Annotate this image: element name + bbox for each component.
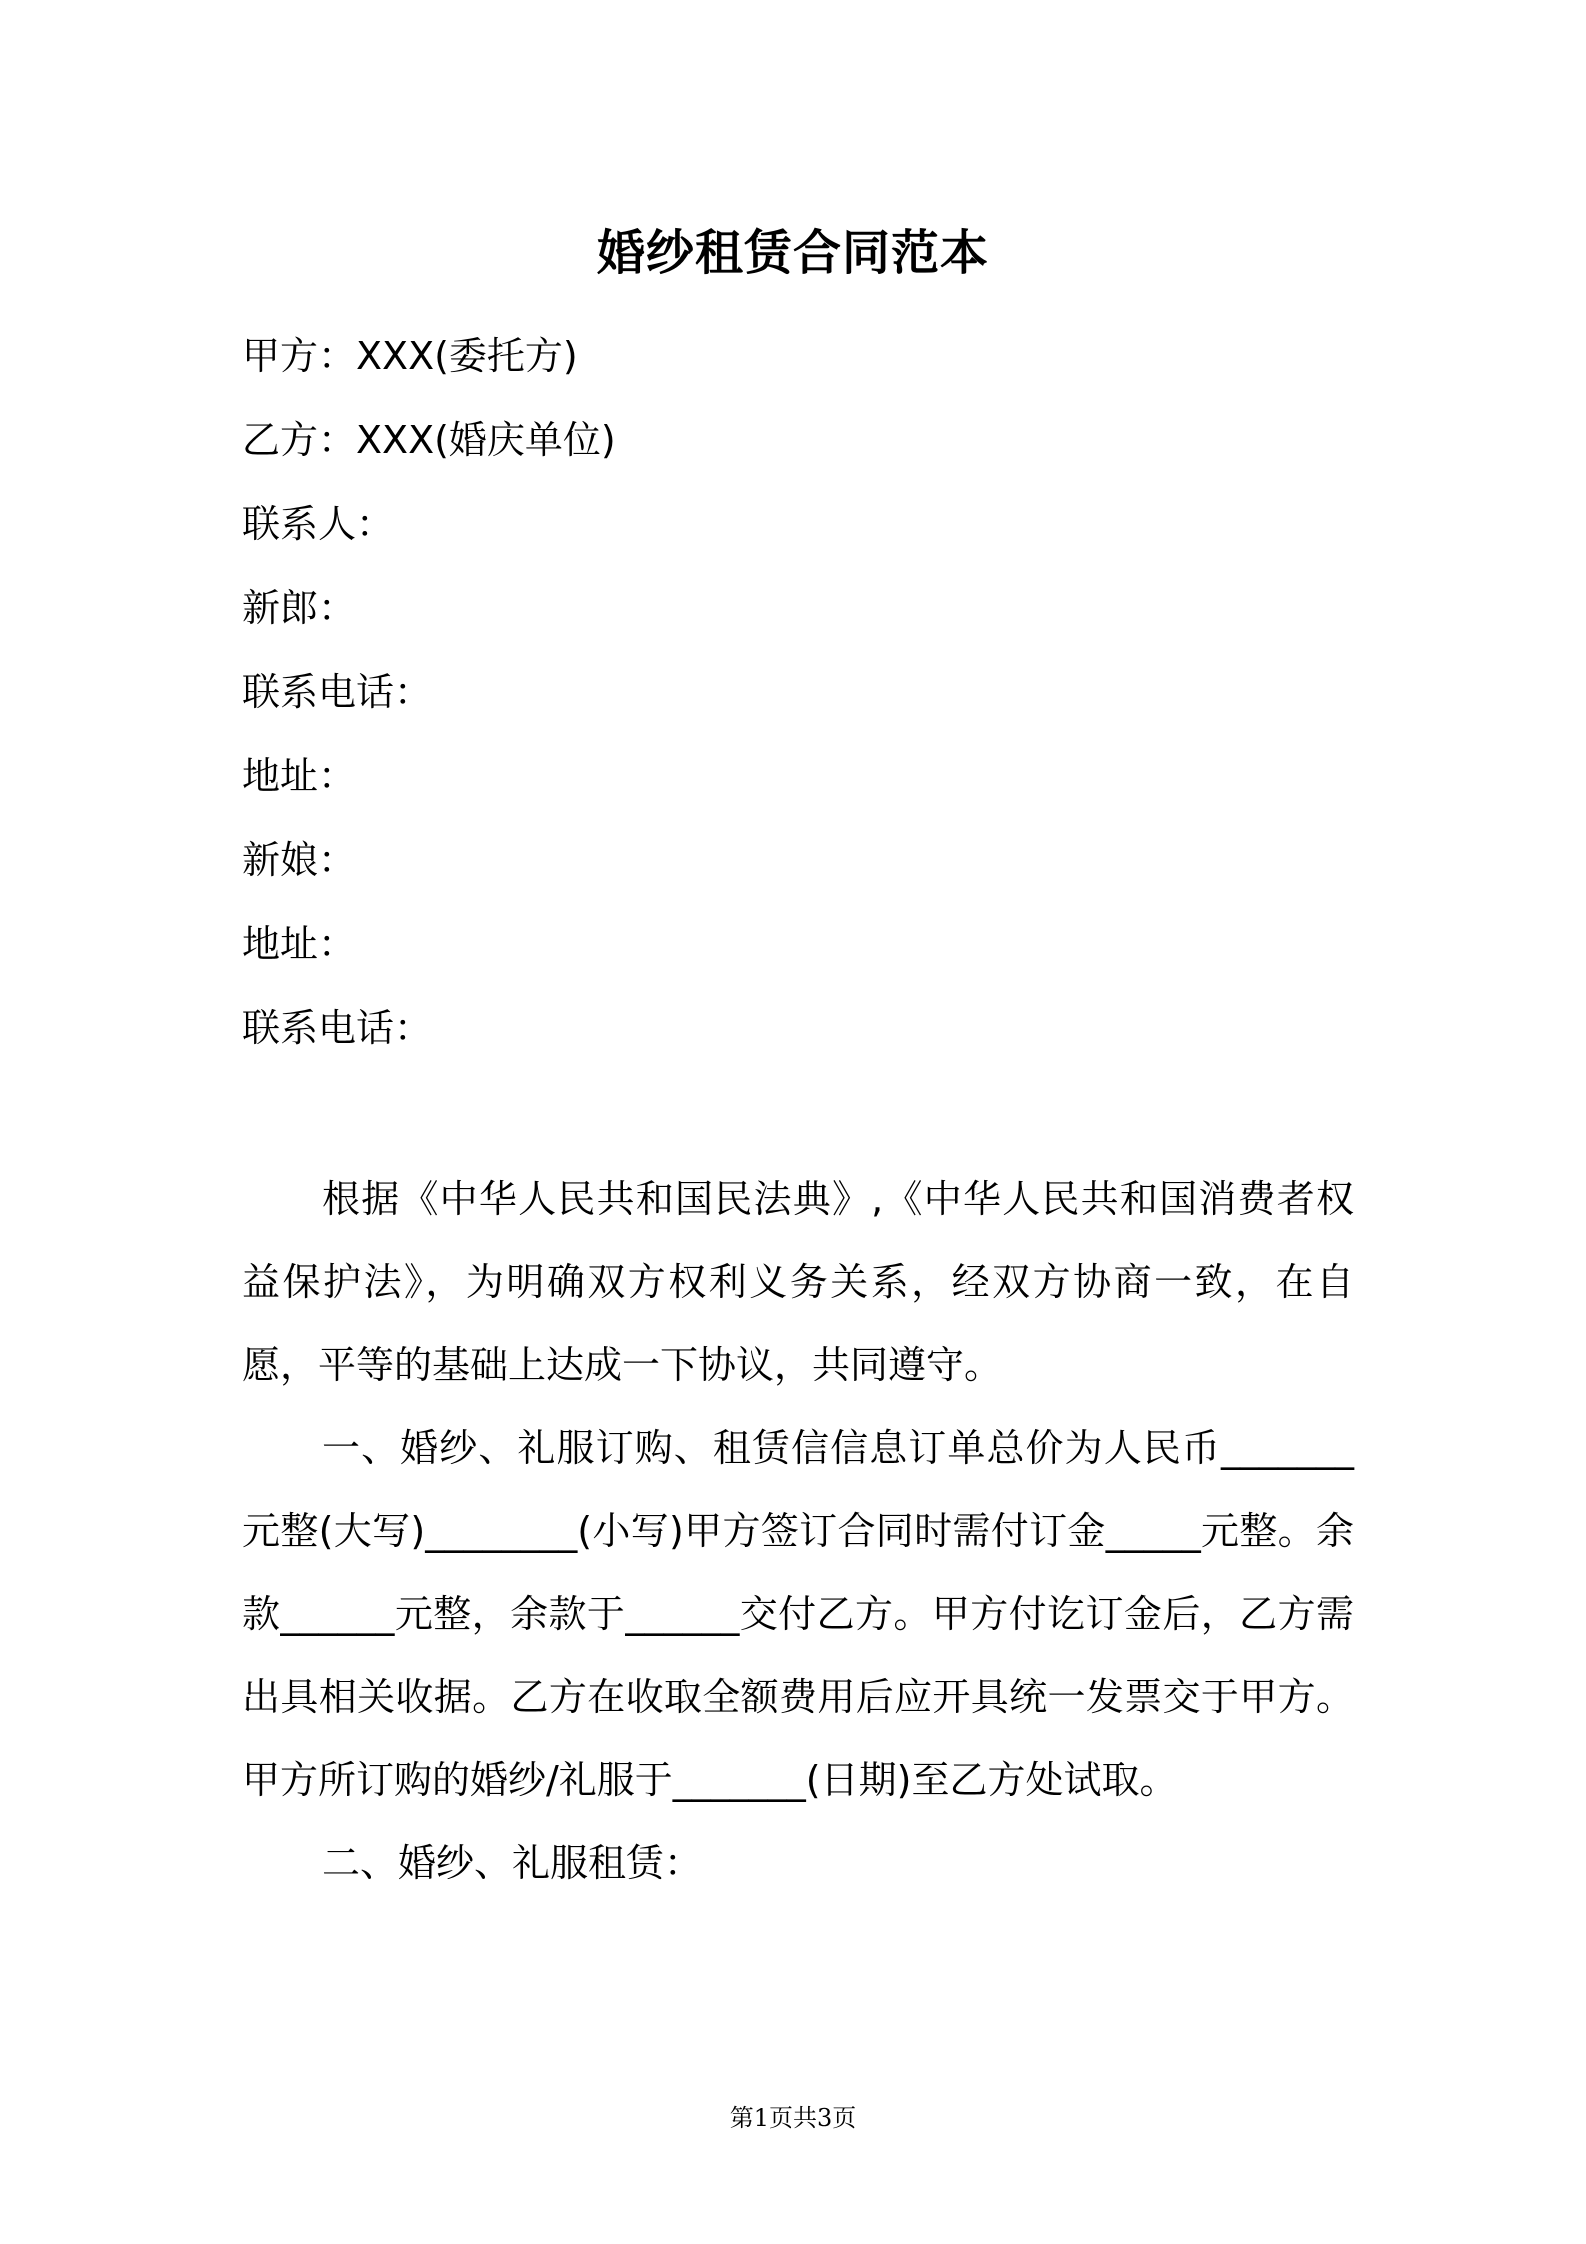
field-bride-address: 地址： xyxy=(242,922,357,966)
field-contact-person: 联系人： xyxy=(242,502,395,546)
section-heading-2: 二、婚纱、礼服租赁： xyxy=(322,1841,703,1885)
field-party-a: 甲方：XXX(委托方) xyxy=(242,334,578,378)
paragraph-preamble: 根据《中华人民共和国民法典》,《中华人民共和国消费者权益保护法》，为明确双方权利义务关系，经双方协商一致，在自愿，平等的基础上达成一下协议，共同遵守。 xyxy=(242,1177,1354,1387)
field-party-b: 乙方：XXX(婚庆单位) xyxy=(242,418,616,462)
paragraph-clause-1: 一、婚纱、礼服订购、租赁信信息订单总价为人民币_______元整(大写)________(小写)甲方签订合同时需付订金_____元整。余款______元整，余款于______交付乙方。甲方付讫订金后，乙方需出具相关收据。乙方在收取全额费用后应开具统一发票交于甲方。甲方所订购的婚纱/礼服于_______(日期)至乙方处试取。 xyxy=(242,1426,1354,1802)
page-footer: 第1页共3页 xyxy=(729,2104,857,2132)
field-bride-phone: 联系电话： xyxy=(242,1006,433,1050)
field-groom: 新郎： xyxy=(242,586,357,630)
document-title: 婚纱租赁合同范本 xyxy=(596,225,989,281)
field-bride: 新娘： xyxy=(242,838,357,882)
field-groom-phone: 联系电话： xyxy=(242,670,433,714)
party-info-fields xyxy=(242,328,1362,1084)
contract-body xyxy=(242,1158,1354,1905)
field-groom-address: 地址： xyxy=(242,754,357,798)
